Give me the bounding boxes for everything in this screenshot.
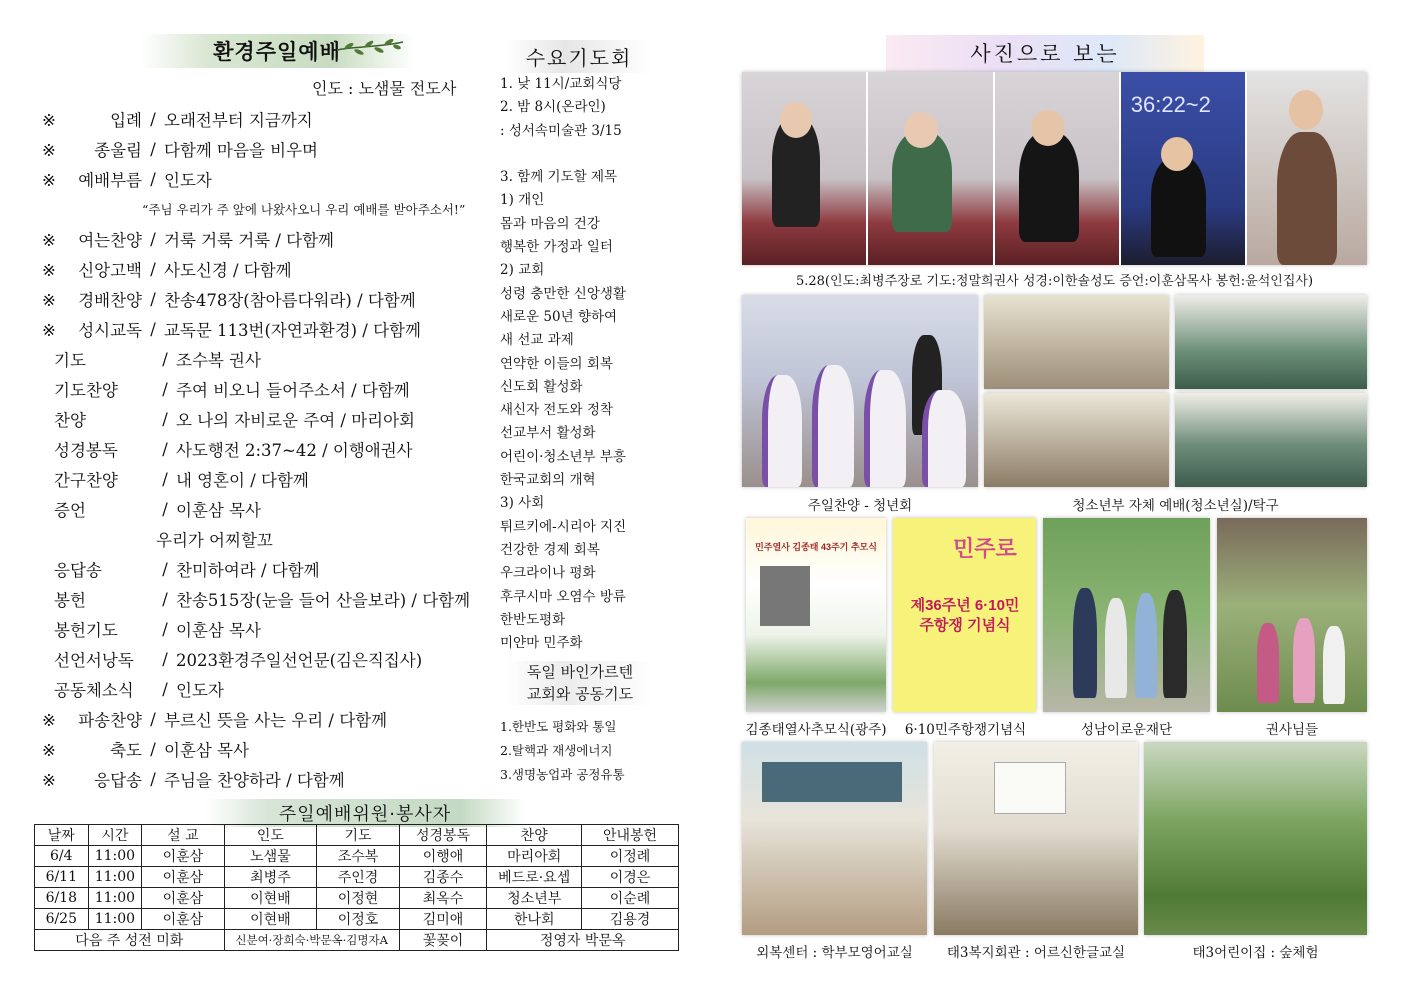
poster-june10-logo: 민주로 <box>953 536 1017 561</box>
separator: / <box>150 259 156 279</box>
table-row <box>35 888 679 909</box>
worship-order-desc: 부르신 뜻을 사는 우리 / 다함께 <box>164 711 388 730</box>
worship-order-desc: 2023환경주일선언문(김은직집사) <box>176 651 423 670</box>
header-cell: 인도 <box>224 825 317 846</box>
bonhoeffer-list <box>500 715 670 787</box>
caption-top: 5.28(인도:최병주장로 기도:정말희권사 성경:이한솔성도 증언:이훈삼목사 봉헌:윤석인집사) <box>795 274 1314 289</box>
table-cell: 이훈삼 <box>142 909 224 930</box>
header-cell: 시간 <box>88 825 142 846</box>
prayer-item: 튀르키에-시리아 지진 <box>500 518 627 535</box>
worship-order-desc: 사도행전 2:37~42 / 이행애권사 <box>176 441 413 460</box>
worship-order-desc: 교독문 113번(자연과환경) / 다함께 <box>164 321 421 340</box>
separator: / <box>162 379 168 399</box>
worship-order-desc: 이훈삼 목사 <box>176 501 261 520</box>
caption-seongnam: 성남이로운재단 <box>1080 722 1173 738</box>
photo-panel <box>868 72 994 265</box>
worship-order-item <box>40 164 480 194</box>
table-cell: 6/25 <box>35 909 89 930</box>
worship-leader: 인도 : 노샘물 전도사 <box>312 79 457 98</box>
worship-order-desc: 오래전부터 지금까지 <box>164 111 313 130</box>
separator: / <box>150 289 156 309</box>
leaf-decoration-icon <box>335 36 405 60</box>
worship-order-desc: 주여 비오니 들어주소서 / 다함께 <box>176 381 410 400</box>
separator: / <box>150 709 156 729</box>
worship-order-name: ※ 종울림 <box>40 137 142 161</box>
photo-english-class <box>742 742 927 935</box>
worship-order-name: ※ 예배부름 <box>40 167 142 191</box>
bonhoeffer-item: 2.탈핵과 재생에너지 <box>500 743 613 758</box>
table-cell: 이훈삼 <box>142 846 224 867</box>
worship-title-text: 환경주일예배 <box>213 40 341 64</box>
table-cell: 이현배 <box>224 909 317 930</box>
worship-order-desc: 찬미하여라 / 다함께 <box>176 561 320 580</box>
worship-order-desc: 오 나의 자비로운 주여 / 마리아회 <box>176 411 415 430</box>
worship-order-item <box>40 194 480 224</box>
table-cell: 조수복 <box>317 846 399 867</box>
footer-cell: 신분여·장희숙·박문옥·김명자A <box>224 930 399 951</box>
prayer-item: 2) 교회 <box>500 262 545 279</box>
table-cell: 11:00 <box>88 909 142 930</box>
worship-order-item <box>40 644 480 674</box>
bonhoeffer-item: 1.한반도 평화와 통일 <box>500 719 617 734</box>
worship-order-item <box>40 494 480 524</box>
worship-order-desc: 인도자 <box>164 171 212 190</box>
screen-text: 36:22~2 <box>1130 92 1211 117</box>
worship-order-name: 기도 <box>54 351 86 370</box>
worship-order-name: 찬양 <box>54 411 86 430</box>
separator: / <box>162 589 168 609</box>
header-cell: 날짜 <box>35 825 89 846</box>
prayer-item: : 성서속미술관 3/15 <box>500 122 622 139</box>
prayer-item: 한국교회의 개혁 <box>500 472 596 489</box>
prayer-item: 어린이·청소년부 부흥 <box>500 448 626 465</box>
photo-youth-worship-2 <box>984 393 1169 487</box>
worship-order-item <box>40 134 480 164</box>
worship-order-item <box>40 404 480 434</box>
worship-order-name: 응답송 <box>54 561 102 580</box>
worship-order-item <box>40 524 480 554</box>
table-cell: 이정호 <box>317 909 399 930</box>
worship-order-name: ※ 축도 <box>40 737 142 761</box>
worship-order-desc: 내 영혼이 / 다함께 <box>176 471 309 490</box>
table-cell: 노샘물 <box>224 846 317 867</box>
worship-order-desc: 이훈삼 목사 <box>164 741 249 760</box>
worship-order-item <box>40 584 480 614</box>
prayer-item: 행복한 가정과 일터 <box>500 239 613 256</box>
table-cell: 이순례 <box>582 888 679 909</box>
bonhoeffer-title-2: 교회와 공동기도 <box>505 683 655 705</box>
caption-choir: 주일찬양 - 청년회 <box>807 498 913 514</box>
table-cell: 이정례 <box>582 846 679 867</box>
worship-order-item <box>40 314 480 344</box>
prayer-meeting-title-text: 수요기도회 <box>525 46 633 70</box>
worship-order-name: 봉헌기도 <box>54 621 118 640</box>
photo-choir <box>742 295 978 487</box>
table-cell: 한나회 <box>487 909 582 930</box>
separator: / <box>150 109 156 129</box>
worship-order-item <box>40 254 480 284</box>
photo-june10-poster <box>893 518 1036 712</box>
worship-order-item <box>40 374 480 404</box>
poster-memorial-title: 민주열사 김종태 43주기 추모식 <box>755 542 877 552</box>
worship-order-name: ※ 신앙고백 <box>40 257 142 281</box>
separator: / <box>162 409 168 429</box>
worship-order-name: ※ 응답송 <box>40 767 142 791</box>
photo-memorial-poster <box>746 518 886 712</box>
caption-forest: 태3어린이집 : 숲체험 <box>1192 945 1319 961</box>
prayer-item: 성령 충만한 신앙생활 <box>500 285 626 302</box>
worship-order-item <box>40 704 480 734</box>
table-cell: 이훈삼 <box>142 867 224 888</box>
duty-table-footer-row <box>35 930 679 951</box>
worship-order-name: ※ 성시교독 <box>40 317 142 341</box>
prayer-item: 새신자 전도와 정착 <box>500 402 613 419</box>
header-cell: 기도 <box>317 825 399 846</box>
caption-youth: 청소년부 자체 예배(청소년실)/탁구 <box>1072 498 1279 514</box>
bonhoeffer-title-1: 독일 바인가르텐 <box>505 661 655 683</box>
table-cell: 이경은 <box>582 867 679 888</box>
duty-table-header-row <box>35 825 679 846</box>
worship-order-name: 선언서낭독 <box>54 651 134 670</box>
table-cell: 6/18 <box>35 888 89 909</box>
photo-table-tennis <box>1175 295 1367 389</box>
table-row <box>35 867 679 888</box>
worship-order-name: 기도찬양 <box>54 381 118 400</box>
photo-panel <box>1121 72 1247 265</box>
header-cell: 찬양 <box>487 825 582 846</box>
worship-order-item <box>40 464 480 494</box>
prayer-meeting-title <box>506 40 652 73</box>
photo-forest-experience <box>1144 742 1367 935</box>
worship-order-item <box>40 764 480 794</box>
separator: / <box>150 169 156 189</box>
caption-english: 외복센터 : 학부모영어교실 <box>756 945 913 961</box>
duty-table-title-text: 주일예배위원·봉사자 <box>278 804 452 825</box>
prayer-meeting-list <box>500 73 710 655</box>
worship-order-note: 우리가 어찌할꼬 <box>156 531 273 550</box>
prayer-item: 1. 낮 11시/교회식당 <box>500 76 622 92</box>
table-cell: 김용경 <box>582 909 679 930</box>
table-cell: 최옥수 <box>399 888 487 909</box>
header-cell: 안내봉헌 <box>582 825 679 846</box>
separator: / <box>150 739 156 759</box>
photo-panel <box>742 72 868 265</box>
separator: / <box>162 559 168 579</box>
worship-order-item <box>40 224 480 254</box>
worship-order-desc: 찬송515장(눈을 들어 산을보라) / 다함께 <box>176 591 471 610</box>
photo-panel <box>995 72 1121 265</box>
table-cell: 청소년부 <box>487 888 582 909</box>
table-cell: 베드로·요셉 <box>487 867 582 888</box>
duty-table-title <box>205 799 525 827</box>
table-cell: 11:00 <box>88 867 142 888</box>
worship-order-item <box>40 434 480 464</box>
worship-order-desc: 사도신경 / 다함께 <box>164 261 292 280</box>
prayer-item: 연약한 이들의 회복 <box>500 355 613 372</box>
table-cell: 최병주 <box>224 867 317 888</box>
worship-order-item <box>40 344 480 374</box>
photo-table-tennis-2 <box>1175 393 1367 487</box>
separator: / <box>162 349 168 369</box>
separator: / <box>150 319 156 339</box>
table-cell: 6/4 <box>35 846 89 867</box>
worship-order-item <box>40 284 480 314</box>
worship-order-note: “주님 우리가 주 앞에 나왔사오니 우리 예배를 받아주소서!” <box>142 202 466 217</box>
caption-memorial: 김종태열사추모식(광주) <box>745 722 887 738</box>
prayer-item: 1) 개인 <box>500 192 545 209</box>
prayer-item: 3) 사회 <box>500 495 545 512</box>
bonhoeffer-header <box>505 661 655 705</box>
prayer-item: 새 선교 과제 <box>500 332 574 349</box>
prayer-item: 후쿠시마 오염수 방류 <box>500 588 626 605</box>
table-cell: 이현배 <box>224 888 317 909</box>
duty-table <box>34 824 679 951</box>
worship-order-name: 간구찬양 <box>54 471 118 490</box>
prayer-item: 우크라이나 평화 <box>500 565 596 582</box>
worship-order-item <box>40 674 480 704</box>
photo-elders <box>1217 518 1367 712</box>
footer-cell: 꽃꽂이 <box>399 930 487 951</box>
prayer-item: 몸과 마음의 건강 <box>500 215 600 232</box>
separator: / <box>162 679 168 699</box>
separator: / <box>162 649 168 669</box>
table-cell: 11:00 <box>88 888 142 909</box>
photo-news-title-text: 사진으로 보는 <box>970 42 1120 66</box>
worship-order-desc: 이훈삼 목사 <box>176 621 261 640</box>
table-cell: 주인경 <box>317 867 399 888</box>
table-cell: 11:00 <box>88 846 142 867</box>
prayer-item: 새로운 50년 향하여 <box>500 308 618 325</box>
header-cell: 성경봉독 <box>399 825 487 846</box>
duty-table-body <box>35 846 679 930</box>
table-row <box>35 909 679 930</box>
worship-order-desc: 인도자 <box>176 681 224 700</box>
caption-june10: 6·10민주항쟁기념식 <box>904 722 1027 738</box>
worship-order-desc: 거룩 거룩 거룩 / 다함께 <box>164 231 334 250</box>
worship-order-item <box>40 734 480 764</box>
separator: / <box>150 229 156 249</box>
worship-order-name: ※ 경배찬양 <box>40 287 142 311</box>
worship-order-name: ※ 여는찬양 <box>40 227 142 251</box>
worship-order-desc: 다함께 마음을 비우며 <box>164 141 318 160</box>
poster-photo <box>760 566 810 626</box>
separator: / <box>162 469 168 489</box>
worship-order-name: 성경봉독 <box>54 441 118 460</box>
prayer-item: 신도회 활성화 <box>500 378 583 395</box>
worship-order-name: ※ 입례 <box>40 107 142 131</box>
prayer-item: 건강한 경제 회복 <box>500 541 600 558</box>
table-cell: 김미애 <box>399 909 487 930</box>
table-cell: 이정현 <box>317 888 399 909</box>
worship-order-name: 봉헌 <box>54 591 86 610</box>
photo-seongnam-foundation <box>1043 518 1210 712</box>
separator: / <box>162 499 168 519</box>
photo-youth-worship <box>984 295 1169 389</box>
worship-order-name: 공동체소식 <box>54 681 134 700</box>
order-of-worship <box>40 104 480 794</box>
table-cell: 마리아회 <box>487 846 582 867</box>
poster-june10-title: 제36주년 6·10민주항쟁 기념식 <box>910 597 1020 634</box>
photo-worship-leaders <box>742 72 1367 265</box>
table-cell: 6/11 <box>35 867 89 888</box>
footer-cell: 다음 주 성전 미화 <box>35 930 225 951</box>
separator: / <box>162 439 168 459</box>
worship-order-desc: 조수복 권사 <box>176 351 261 370</box>
caption-elders: 권사님들 <box>1265 722 1319 738</box>
table-cell: 이훈삼 <box>142 888 224 909</box>
separator: / <box>162 619 168 639</box>
prayer-item: 2. 밤 8시(온라인) <box>500 99 606 116</box>
prayer-item <box>500 143 710 166</box>
prayer-item: 선교부서 활성화 <box>500 425 596 442</box>
prayer-item: 미얀마 민주화 <box>500 635 583 652</box>
worship-order-desc: 찬송478장(참아름다워라) / 다함께 <box>164 291 416 310</box>
separator: / <box>150 139 156 159</box>
worship-order-name: ※ 파송찬양 <box>40 707 142 731</box>
worship-order-item <box>40 614 480 644</box>
separator: / <box>150 769 156 789</box>
prayer-item: 한반도평화 <box>500 611 566 628</box>
worship-order-item <box>40 104 480 134</box>
caption-hangul: 태3복지회관 : 어르신한글교실 <box>946 945 1126 961</box>
header-cell: 설 교 <box>142 825 224 846</box>
table-cell: 김종수 <box>399 867 487 888</box>
worship-order-item <box>40 554 480 584</box>
footer-cell: 정영자 박문옥 <box>487 930 679 951</box>
worship-order-name: 증언 <box>54 501 86 520</box>
bonhoeffer-item: 3.생명농업과 공정유통 <box>500 767 625 782</box>
worship-order-desc: 주님을 찬양하라 / 다함께 <box>164 771 345 790</box>
table-cell: 이행애 <box>399 846 487 867</box>
photo-panel <box>1247 72 1367 265</box>
prayer-item: 3. 함께 기도할 제목 <box>500 169 618 186</box>
table-row <box>35 846 679 867</box>
photo-hangul-class <box>934 742 1138 935</box>
